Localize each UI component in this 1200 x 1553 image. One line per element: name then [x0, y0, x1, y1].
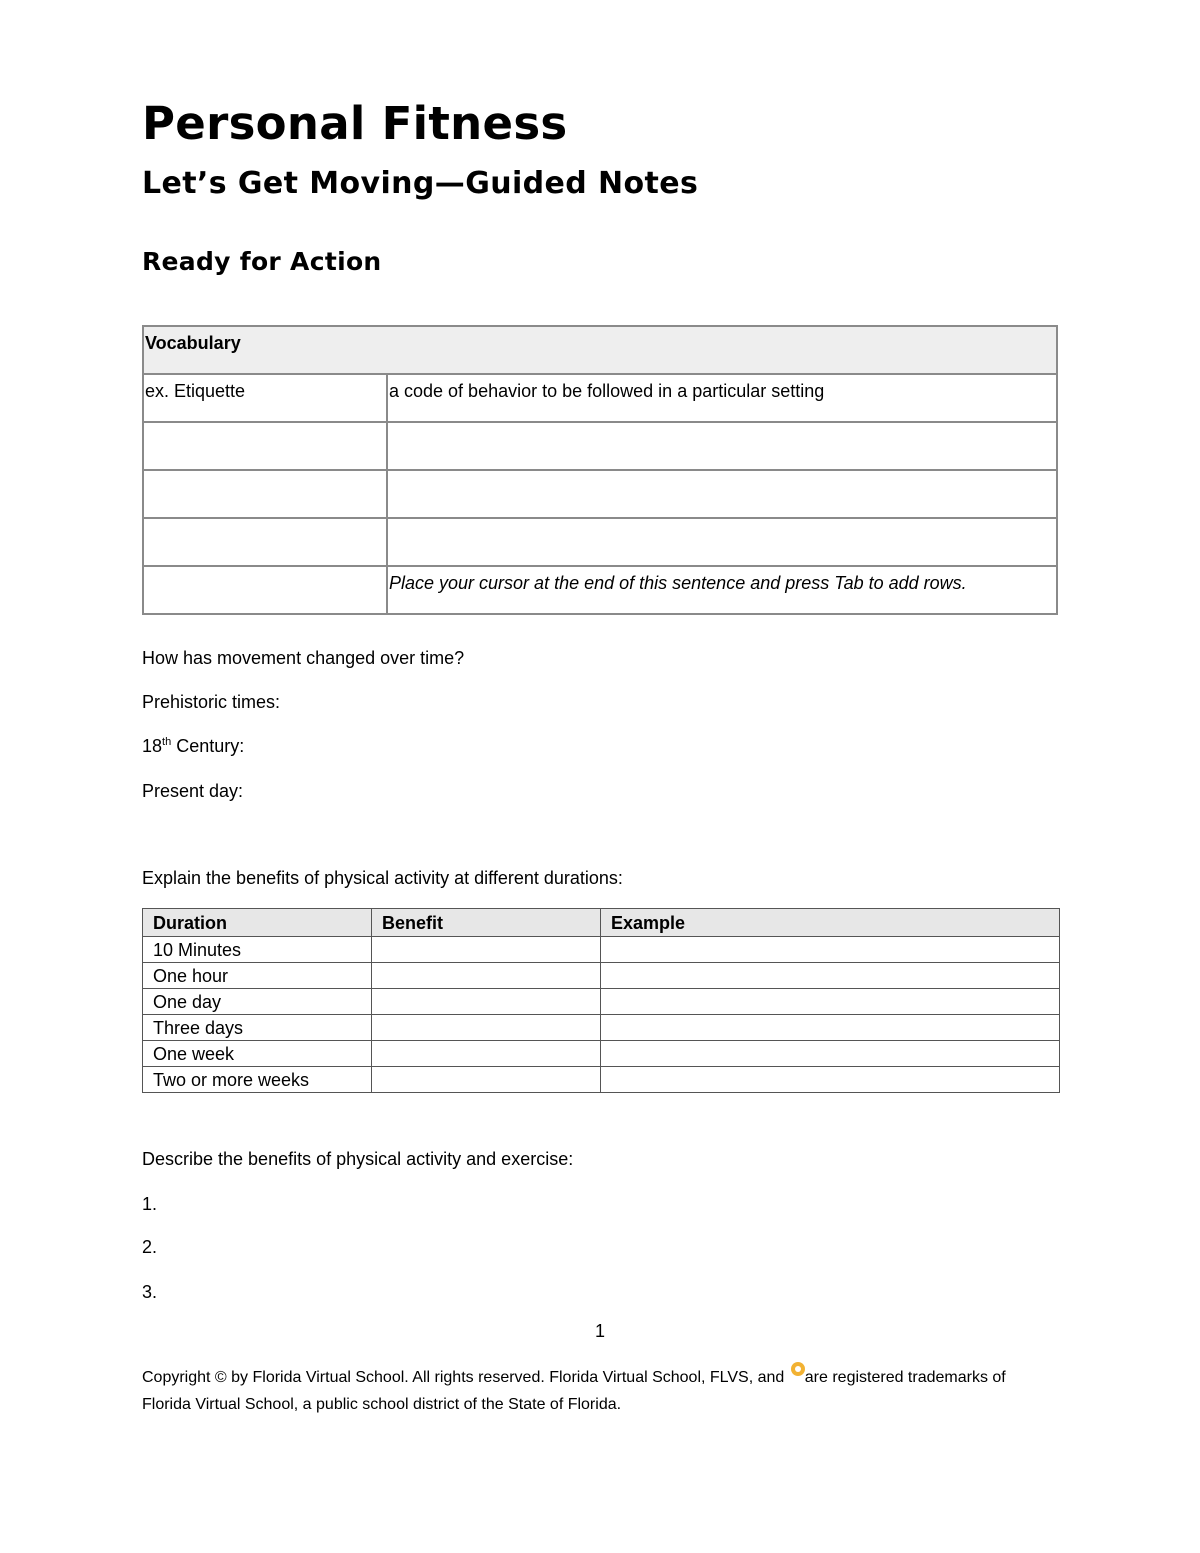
copyright-line-2: Florida Virtual School, a public school district of the State of Florida.: [142, 1396, 622, 1413]
century-text: Century:: [171, 736, 245, 756]
table-row: [143, 963, 1060, 989]
eighteenth-century-label: [142, 735, 244, 757]
duration-column-header: Duration: [143, 909, 372, 937]
duration-cell: One hour: [143, 963, 372, 989]
century-ordinal-suffix: th: [162, 736, 172, 748]
vocabulary-header: Vocabulary: [143, 326, 1057, 374]
document-title: Personal Fitness: [142, 97, 568, 150]
example-cell[interactable]: [601, 937, 1060, 963]
table-row: [143, 1067, 1060, 1093]
example-cell[interactable]: [601, 1015, 1060, 1041]
table-row: [143, 989, 1060, 1015]
vocabulary-row: [143, 518, 1057, 566]
example-column-header: Example: [601, 909, 1060, 937]
vocabulary-term-cell[interactable]: [143, 518, 387, 566]
vocabulary-definition-cell[interactable]: [387, 422, 1057, 470]
vocabulary-row: [143, 566, 1057, 614]
table-row: [143, 1041, 1060, 1067]
benefit-list-item-2[interactable]: 2.: [142, 1237, 158, 1257]
benefit-cell[interactable]: [372, 1067, 601, 1093]
vocabulary-definition-cell[interactable]: [387, 518, 1057, 566]
duration-cell: 10 Minutes: [143, 937, 372, 963]
copyright-text: Copyright © by Florida Virtual School. All rights reserved. Florida Virtual School, FLVS, and: [142, 1369, 789, 1386]
copyright-footer: [142, 1364, 1042, 1418]
document-subtitle: Let’s Get Moving—Guided Notes: [142, 166, 699, 201]
example-cell[interactable]: [601, 1041, 1060, 1067]
example-cell[interactable]: [601, 963, 1060, 989]
benefit-cell[interactable]: [372, 1015, 601, 1041]
present-day-label: Present day:: [142, 781, 244, 801]
prehistoric-times-label: Prehistoric times:: [142, 692, 281, 712]
benefit-list-item-1[interactable]: 1.: [142, 1194, 158, 1214]
example-cell[interactable]: [601, 989, 1060, 1015]
example-cell[interactable]: [601, 1067, 1060, 1093]
vocabulary-term-cell[interactable]: ex. Etiquette: [143, 374, 387, 422]
durations-prompt: Explain the benefits of physical activity at different durations:: [142, 868, 623, 888]
vocabulary-header-row: [143, 326, 1057, 374]
table-row: [143, 1015, 1060, 1041]
vocabulary-term-cell[interactable]: [143, 566, 387, 614]
vocabulary-definition-cell[interactable]: [387, 470, 1057, 518]
duration-cell: Three days: [143, 1015, 372, 1041]
vocabulary-definition-cell[interactable]: a code of behavior to be followed in a particular setting: [387, 374, 1057, 422]
benefit-cell[interactable]: [372, 989, 601, 1015]
vocabulary-table: [142, 325, 1058, 615]
vocabulary-row: [143, 470, 1057, 518]
benefit-cell[interactable]: [372, 937, 601, 963]
benefit-cell[interactable]: [372, 1041, 601, 1067]
section-heading: Ready for Action: [142, 247, 382, 276]
movement-question: How has movement changed over time?: [142, 648, 465, 668]
duration-benefits-table: [142, 908, 1060, 1093]
page-number: 1: [594, 1321, 605, 1341]
vocabulary-term-cell[interactable]: [143, 422, 387, 470]
copyright-trademark-text: are registered trademarks of: [804, 1369, 1006, 1386]
benefits-prompt: Describe the benefits of physical activity and exercise:: [142, 1149, 574, 1169]
vocabulary-term-cell[interactable]: [143, 470, 387, 518]
benefit-cell[interactable]: [372, 963, 601, 989]
century-number: 18: [142, 736, 163, 756]
benefit-column-header: Benefit: [372, 909, 601, 937]
vocabulary-row: [143, 374, 1057, 422]
duration-cell: One day: [143, 989, 372, 1015]
duration-cell: One week: [143, 1041, 372, 1067]
duration-cell: Two or more weeks: [143, 1067, 372, 1093]
flvs-logo-icon: [791, 1362, 805, 1376]
benefit-list-item-3[interactable]: 3.: [142, 1282, 158, 1302]
add-rows-instruction-cell[interactable]: Place your cursor at the end of this sentence and press Tab to add rows.: [387, 566, 1057, 614]
vocabulary-row: [143, 422, 1057, 470]
duration-header-row: [143, 909, 1060, 937]
table-row: [143, 937, 1060, 963]
